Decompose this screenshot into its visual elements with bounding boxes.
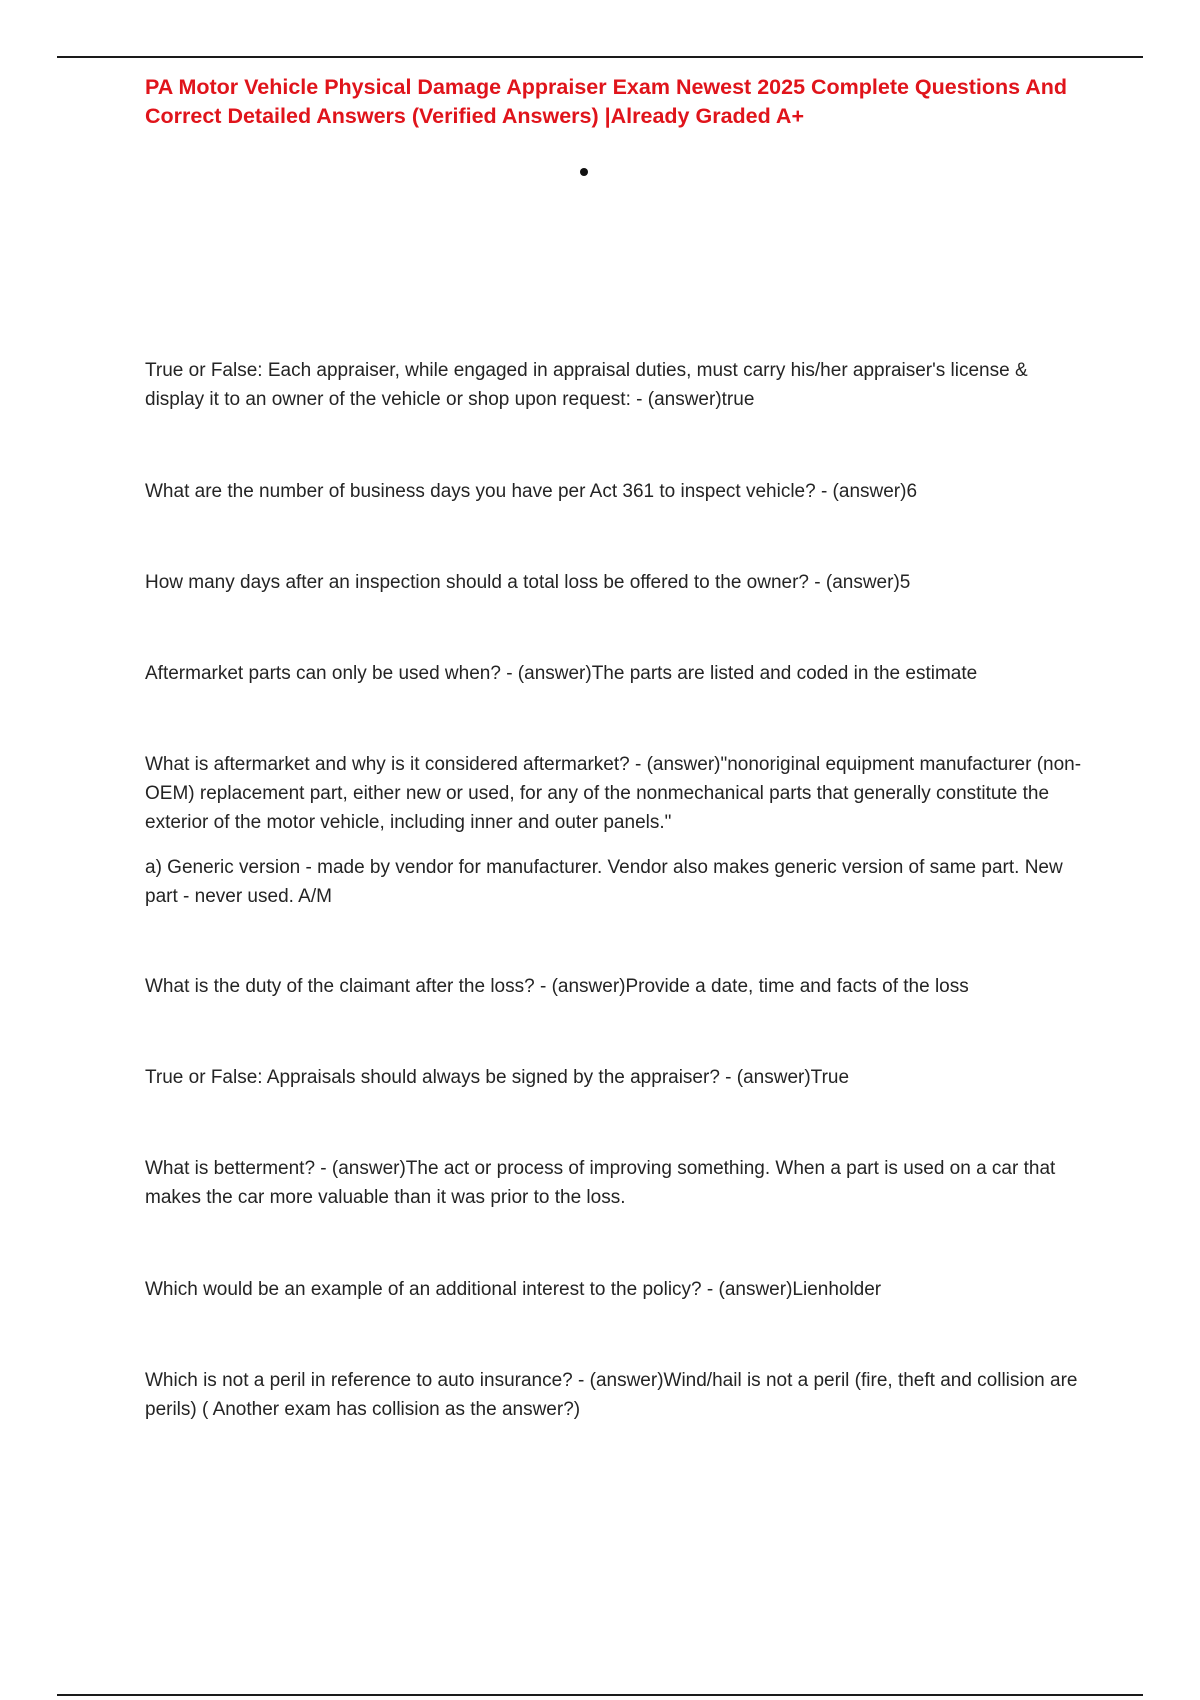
qa-item: What are the number of business days you have per Act 361 to inspect vehicle? - (answer)6 [145,481,918,502]
qa-item: Which is not a peril in reference to auto insurance? - (answer)Wind/hail is not a peril (fire, theft and collision are perils) ( Another exam has collision as the answer?) [145,1370,1078,1420]
top-divider [57,56,1143,58]
qa-item: What is betterment? - (answer)The act or process of improving something. When a part is used on a car that makes the car more valuable than it was prior to the loss. [145,1158,1056,1208]
qa-item: True or False: Each appraiser, while engaged in appraisal duties, must carry his/her appraiser's license & display it to an owner of the vehicle or shop upon request: - (answer)true [145,360,1028,410]
qa-item: What is aftermarket and why is it considered aftermarket? - (answer)"nonoriginal equipment manufacturer (non-OEM) replacement part, either new or used, for any of the nonmechanical parts that generally constitute the exterior of the motor vehicle, including inner and outer panels." [145,754,1082,833]
qa-item: What is the duty of the claimant after the loss? - (answer)Provide a date, time and facts of the loss [145,976,969,997]
document-title: PA Motor Vehicle Physical Damage Appraiser Exam Newest 2025 Complete Questions And Correct Detailed Answers (Verified Answers) |Already Graded A+ [145,75,1068,128]
qa-item: Aftermarket parts can only be used when? - (answer)The parts are listed and coded in the estimate [145,663,978,684]
qa-item: How many days after an inspection should a total loss be offered to the owner? - (answer)5 [145,572,911,593]
bullet-point [580,168,588,176]
qa-item-note: a) Generic version - made by vendor for manufacturer. Vendor also makes generic version of same part. New part - never used. A/M [145,857,1063,907]
bottom-divider [57,1694,1143,1696]
qa-item: Which would be an example of an additional interest to the policy? - (answer)Lienholder [145,1279,882,1300]
qa-item: True or False: Appraisals should always be signed by the appraiser? - (answer)True [145,1067,850,1088]
